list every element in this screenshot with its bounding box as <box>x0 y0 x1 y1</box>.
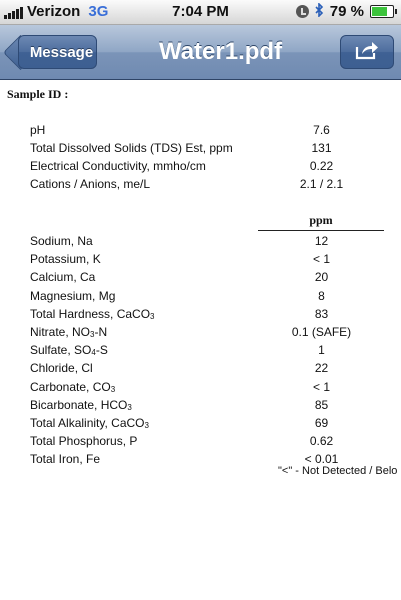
result-label: Magnesium, Mg <box>30 288 116 303</box>
status-bar <box>0 0 401 25</box>
result-label: Chloride, Cl <box>30 361 93 376</box>
result-value: 8 <box>318 288 325 303</box>
result-label: Total Phosphorus, P <box>30 434 138 449</box>
result-label: Sodium, Na <box>30 234 93 248</box>
share-button[interactable] <box>340 35 394 69</box>
result-label: Total Hardness, CaCO$_3$ <box>30 306 155 321</box>
header-rule <box>258 230 384 231</box>
page-title: Water1.pdf <box>158 38 283 65</box>
result-value: 83 <box>314 306 329 321</box>
network-type: 3G <box>88 3 109 20</box>
result-label: Electrical Conductivity, mmho/cm <box>30 159 206 173</box>
result-label: Bicarbonate, $HCO_3$ <box>30 397 132 412</box>
back-button[interactable] <box>18 35 97 69</box>
result-value: 1 <box>318 343 325 358</box>
result-label: Total Dissolved Solids (TDS) Est, ppm <box>30 141 233 155</box>
share-icon <box>354 40 380 65</box>
carrier-name: Verizon <box>27 3 81 20</box>
result-label: Potassium, K <box>30 252 101 267</box>
result-value: 131 <box>311 141 332 155</box>
result-label: Carbonate, $CO_3$ <box>30 379 116 394</box>
result-value: 0.22 <box>309 159 334 173</box>
bluetooth-icon <box>315 3 324 20</box>
unit-header: ppm <box>309 213 333 227</box>
battery-icon <box>370 5 397 18</box>
result-label: Nitrate, $NO_3-N$ <box>30 325 108 339</box>
back-button-label: Message <box>29 43 94 61</box>
result-value: 2.1 / 2.1 <box>299 177 344 191</box>
result-value: 7.6 <box>313 123 330 137</box>
result-value: < 1 <box>312 252 330 267</box>
status-time: 7:04 PM <box>172 3 229 20</box>
result-value: 69 <box>314 416 329 430</box>
sample-id-label: Sample ID : <box>7 87 69 101</box>
result-value: < 1 <box>312 379 330 394</box>
result-value: 22 <box>314 361 329 376</box>
result-value: 20 <box>314 270 329 285</box>
result-value: 12 <box>314 234 329 248</box>
result-value: 0.62 <box>309 434 334 449</box>
result-label: Total Alkalinity, CaCO$_3$ <box>30 416 149 430</box>
footnote: "<" - Not Detected / Belo <box>278 465 398 477</box>
battery-level-fill <box>372 7 387 16</box>
result-label: pH <box>30 123 46 137</box>
result-value: < 0.01 <box>304 452 339 467</box>
result-label: Total Iron, Fe <box>30 452 101 467</box>
orientation-lock-icon <box>296 5 309 18</box>
status-right <box>296 3 397 20</box>
battery-percent: 79 % <box>329 3 364 20</box>
result-label: Calcium, Ca <box>30 270 96 285</box>
result-value: 0.1 (SAFE) <box>291 325 352 339</box>
result-value: 85 <box>314 397 329 412</box>
result-label: Sulfate, $SO_4-S$ <box>30 343 108 358</box>
navigation-bar <box>0 25 401 80</box>
result-label: Cations / Anions, me/L <box>30 177 151 191</box>
pdf-document[interactable] <box>0 80 401 600</box>
